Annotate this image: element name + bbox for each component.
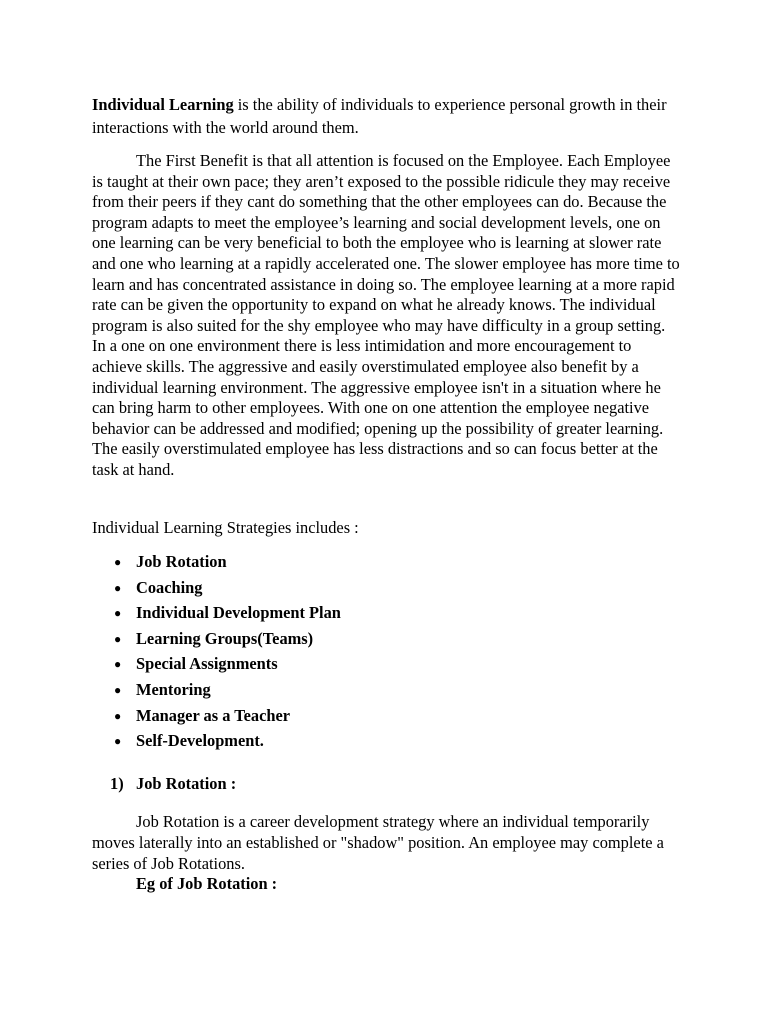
intro-definition: is the ability of individuals to experience personal growth in their interactions with the world around them. [92, 95, 667, 137]
intro-paragraph [92, 94, 682, 139]
list-item [92, 706, 682, 732]
list-item [92, 731, 682, 757]
bullet-icon: ● [114, 683, 122, 698]
strategies-list [92, 552, 682, 757]
list-item-label: Coaching [136, 577, 203, 597]
list-item [92, 629, 682, 655]
bullet-icon: ● [114, 708, 122, 723]
list-item-label: Manager as a Teacher [136, 705, 291, 725]
list-item [92, 578, 682, 604]
list-item [92, 654, 682, 680]
list-item-label: Special Assignments [136, 654, 278, 674]
example-heading: Eg of Job Rotation : [136, 874, 278, 894]
intro-term: Individual Learning [92, 95, 234, 114]
list-item [92, 552, 682, 578]
bullet-icon: ● [114, 631, 122, 646]
list-item-label: Mentoring [136, 680, 211, 700]
section-heading [92, 774, 682, 795]
list-item-label: Learning Groups(Teams) [136, 628, 314, 648]
section-title: Job Rotation : [136, 773, 237, 793]
bullet-icon: ● [114, 555, 122, 570]
bullet-icon: ● [114, 606, 122, 621]
strategies-heading: Individual Learning Strategies includes : [92, 517, 359, 537]
job-rotation-paragraph: Job Rotation is a career development strategy where an individual temporarily moves laterally into an established or "shadow" position. An employee may complete a series of Job Rotations. [92, 812, 664, 873]
document-page [92, 94, 682, 895]
list-item-label: Job Rotation [136, 552, 227, 572]
list-item [92, 603, 682, 629]
section-number: 1) [110, 773, 124, 793]
list-item [92, 680, 682, 706]
bullet-icon: ● [114, 580, 122, 595]
bullet-icon: ● [114, 734, 122, 749]
benefit-paragraph: The First Benefit is that all attention is focused on the Employee. Each Employee is taught at their own pace; they aren’t exposed to the possible ridicule they may receive from their peers if they cant do something that the other employees can do. Because the program adapts to meet the employee’s learning and social development levels, one on one learning can be very beneficial to both the employee who is learning at slower rate and one who learning at a rapidly accelerated one. The slower employee has more time to learn and has concentrated assistance in doing so. The employee learning at a more rapid rate can be given the opportunity to expand on what he already knows. The individual program is also suited for the shy employee who may have difficulty in a group setting. In a one on one environment there is less intimidation and more encouragement to achieve skills. The aggressive and easily overstimulated employee also benefit by a individual learning environment. The aggressive employee isn't in a situation where he can bring harm to other employees. With one on one attention the employee negative behavior can be addressed and modified; opening up the possibility of greater learning. The easily overstimulated employee has less distractions and so can focus better at the task at hand. [92, 151, 680, 479]
bullet-icon: ● [114, 657, 122, 672]
list-item-label: Self-Development. [136, 731, 264, 751]
list-item-label: Individual Development Plan [136, 603, 341, 623]
